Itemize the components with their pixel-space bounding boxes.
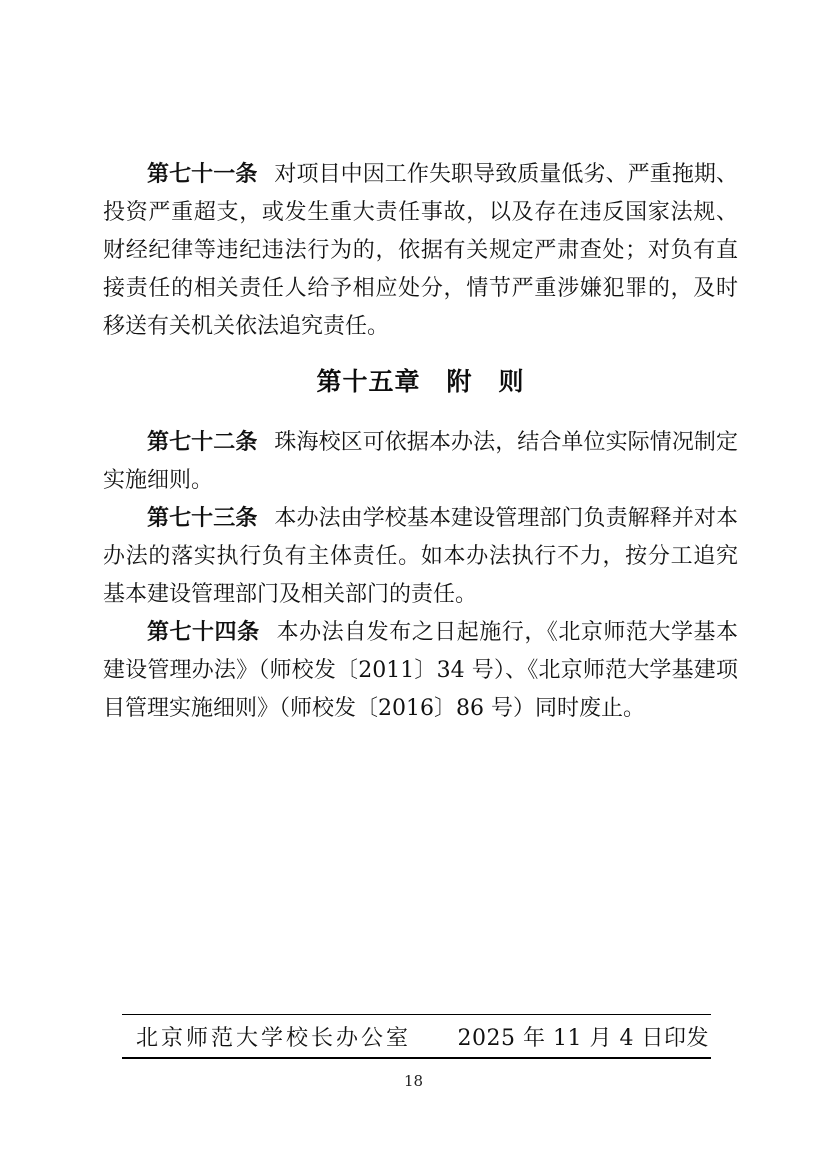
article-73-text: 本办法由学校基本建设管理部门负责解释并对本办法的落实执行负有主体责任。如本办法执行不力，按分工追究基本建设管理部门及相关部门的责任。 bbox=[103, 506, 738, 607]
article-72-label: 第七十二条 bbox=[147, 430, 258, 455]
article-72-text: 珠海校区可依据本办法，结合单位实际情况制定实施细则。 bbox=[103, 430, 738, 493]
article-72 bbox=[103, 424, 738, 500]
article-71-label: 第七十一条 bbox=[147, 162, 258, 187]
document-body bbox=[103, 156, 738, 728]
chapter-heading: 第十五章 附 则 bbox=[316, 367, 525, 396]
colophon-row bbox=[122, 1015, 711, 1059]
colophon-issuer: 北京师范大学校长办公室 bbox=[136, 1025, 412, 1051]
article-74 bbox=[103, 614, 738, 728]
article-73 bbox=[103, 500, 738, 614]
colophon-print-date: 2025 年 11 月 4 日印发 bbox=[457, 1025, 709, 1051]
article-73-label: 第七十三条 bbox=[147, 506, 258, 531]
article-71 bbox=[103, 156, 738, 346]
colophon bbox=[122, 1014, 711, 1059]
article-74-label: 第七十四条 bbox=[147, 620, 260, 645]
page-number: 18 bbox=[403, 1072, 424, 1090]
article-74-text: 本办法自发布之日起施行，《北京师范大学基本建设管理办法》（师校发〔2011〕34 号）、《北京师范大学基建项目管理实施细则》（师校发〔2016〕86 号）同时废止。 bbox=[103, 620, 738, 721]
article-71-text: 对项目中因工作失职导致质量低劣、严重拖期、投资严重超支，或发生重大责任事故，以及存在违反国家法规、财经纪律等违纪违法行为的，依据有关规定严肃查处；对负有直接责任的相关责任人给予相应处分，情节严重涉嫌犯罪的，及时移送有关机关依法追究责任。 bbox=[103, 162, 738, 339]
